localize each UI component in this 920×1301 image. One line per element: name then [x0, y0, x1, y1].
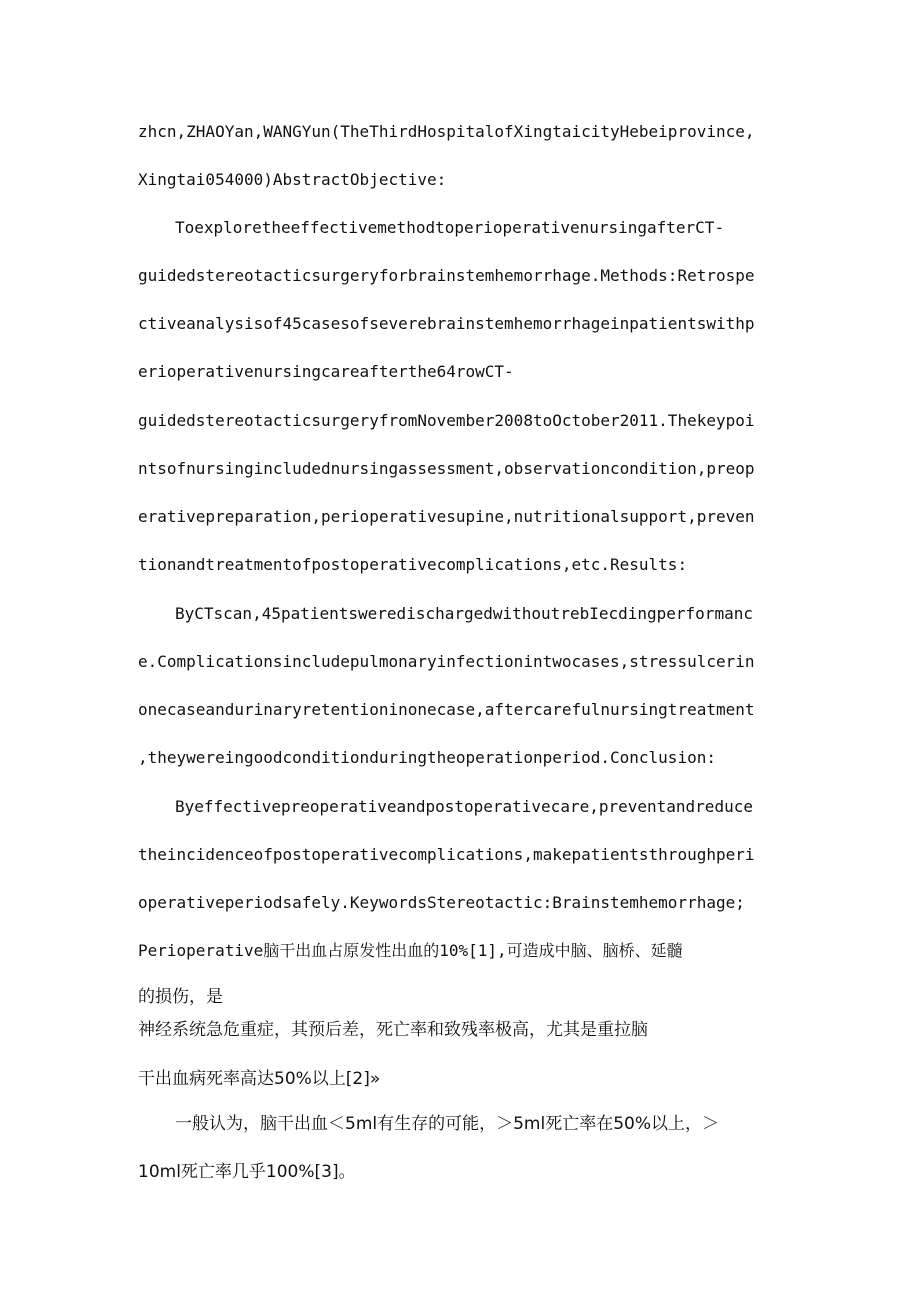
text-line-22: 一般认为，脑干出血＜5ml有生存的可能，＞5ml死亡率在50%以上，＞: [175, 1114, 719, 1134]
text-line-19: 的损伤，是: [138, 987, 223, 1007]
text-line-1: zhcn,ZHAOYan,WANGYun(TheThirdHospitalofXingtaicityHebeiprovince,: [138, 122, 755, 141]
text-line-11: ByCTscan,45patientsweredischargedwithoutrebIecdingperformanc: [175, 604, 753, 623]
text-line-12: e.Complicationsincludepulmonaryinfectionintwocases,stressulcerin: [138, 652, 755, 671]
text-line-9: erativepreparation,perioperativesupine,nutritionalsupport,preven: [138, 507, 755, 526]
text-line-8: ntsofnursingincludednursingassessment,observationcondition,preop: [138, 459, 755, 478]
text-line-13: onecaseandurinaryretentioninonecase,aftercarefulnursingtreatment: [138, 700, 755, 719]
text-line-5: ctiveanalysisof45casesofseverebrainstemhemorrhageinpatientswithp: [138, 314, 755, 333]
text-line-23: 10ml死亡率几乎100%[3]。: [138, 1162, 356, 1182]
text-line-2: Xingtai054000)AbstractObjective:: [138, 170, 447, 189]
text-line-3: ToexploretheeffectivemethodtoperioperativenursingafterCT-: [175, 218, 725, 237]
text-line-16: theincidenceofpostoperativecomplications,makepatientsthroughperi: [138, 845, 755, 864]
text-line-18: Perioperative脑干出血占原发性出血的10%[1],可造成中脑、脑桥、延髓: [138, 941, 683, 960]
text-line-21: 干出血病死率高达50%以上[2]»: [138, 1069, 381, 1089]
text-line-7: guidedstereotacticsurgeryfromNovember2008toOctober2011.Thekeypoi: [138, 411, 755, 430]
text-line-14: ,theywereingoodconditionduringtheoperationperiod.Conclusion:: [138, 748, 716, 767]
text-line-10: tionandtreatmentofpostoperativecomplications,etc.Results:: [138, 555, 688, 574]
text-line-20: 神经系统急危重症，其预后差，死亡率和致残率极高，尤其是重拉脑: [138, 1020, 648, 1040]
text-line-15: Byeffectivepreoperativeandpostoperativecare,preventandreduce: [175, 797, 753, 816]
text-line-17: operativeperiodsafely.KeywordsStereotactic:Brainstemhemorrhage;: [138, 893, 745, 912]
text-line-6: erioperativenursingcareafterthe64rowCT-: [138, 362, 514, 381]
text-line-4: guidedstereotacticsurgeryforbrainstemhemorrhage.Methods:Retrospe: [138, 266, 755, 285]
